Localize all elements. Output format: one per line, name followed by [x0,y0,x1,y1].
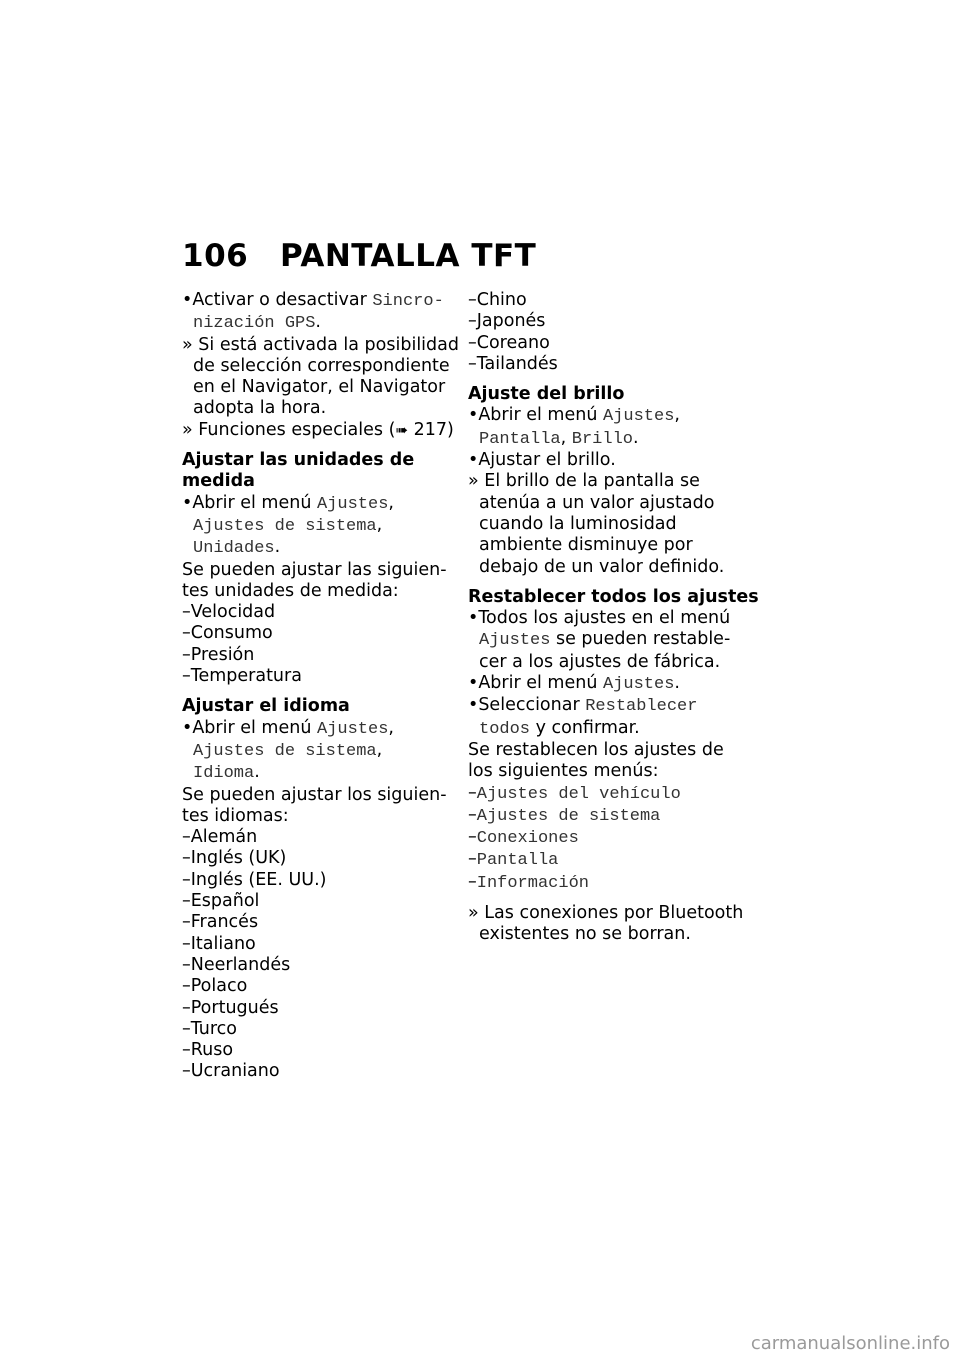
menu-item-todos: todos [479,719,531,739]
bullet-icon: • [468,405,479,426]
units-heading: Ajustar las unidades de [182,450,415,471]
list-item: –Francés [182,912,259,933]
menu-item-pantalla: Pantalla [479,429,561,449]
result-icon: » [182,334,193,355]
menu-item-restablecer: Restablecer [585,697,698,717]
list-item: –Italiano [182,933,256,954]
language-list [182,827,452,1083]
gps-toggle-step: •Activar o desactivar Sincro- [182,290,444,311]
menu-item-ajustes: Ajustes [316,494,389,514]
units-list [182,602,452,687]
reset-intro: Se restablecen los ajustes de [468,739,724,760]
list-item: –Ruso [182,1040,234,1061]
list-item: –Velocidad [182,602,276,623]
reset-menu-list [468,783,743,894]
list-item: –Neerlandés [182,954,291,975]
menu-item-ajustes-de-sistema: Ajustes de sistema [193,741,377,761]
units-intro: Se pueden ajustar las siguien- [182,559,447,580]
special-functions-ref: » Funciones especiales (➠ 217) [182,419,454,440]
list-item: –Ajustes del vehículo [468,782,681,804]
list-item: –Conexiones [468,827,579,849]
list-item: –Información [468,871,589,893]
reset-heading: Restablecer todos los ajustes [468,586,759,607]
list-item: –Polaco [182,976,248,997]
menu-item-sincronizacion: Sincro- [372,292,444,311]
menu-item-unidades: Unidades [193,539,275,559]
right-column: –Chino –Japonés –Coreano –Tailandés Ajuste del brillo •Abrir el menú Ajustes, Pantalla, Brillo. •Ajustar el brillo. » El brillo de la pantalla se atenúa a un valor ajustado cuando la luminosidad ambiente disminuye por debajo de un valor definido. Restablecer todos los ajustes •Todos los ajustes en el menú Ajustes se pueden restable- cer a los ajustes de fábrica. •Abrir el menú Ajustes. •Seleccionar Restablecer todos y confirmar. Se restablecen los ajustes de los siguientes menús: –Ajustes del vehículo –Ajustes de sistema –Conexiones –Pantalla –Información » Las conexiones por Bluetooth existentes no se borran. [468,290,759,945]
bullet-icon: • [182,717,193,738]
reset-info-step: •Todos los ajustes en el menú [468,608,731,629]
list-item: –Consumo [182,623,273,644]
gps-result: » Si está activada la posibilidad [182,334,459,355]
reset-open-menu-step: •Abrir el menú Ajustes. [468,673,680,695]
language-intro: Se pueden ajustar los siguien- [182,784,447,805]
reset-result: » Las conexiones por Bluetooth [468,903,744,924]
list-item: –Ajustes de sistema [468,804,661,826]
list-item: –Turco [182,1018,238,1039]
watermark: carmanualsonline.info [750,1333,950,1354]
page-reference: 217) [413,419,454,440]
bullet-icon: • [468,608,479,629]
menu-item-ajustes: Ajustes [602,675,675,695]
page-header [182,238,536,274]
result-icon: » [468,471,479,492]
menu-item-ajustes-de-sistema: Ajustes de sistema [193,516,377,536]
menu-item-ajustes: Ajustes [602,407,675,427]
brightness-adjust-step: •Ajustar el brillo. [468,450,616,471]
result-icon: » [468,903,479,924]
brightness-open-menu-step: •Abrir el menú Ajustes, [468,405,680,427]
language-open-menu-step: •Abrir el menú Ajustes, [182,717,394,739]
reset-select-step: •Seleccionar Restablecer [468,695,698,717]
list-item: –Español [182,891,260,912]
bullet-icon: • [182,290,193,310]
menu-item-ajustes: Ajustes [479,631,551,651]
language-heading: Ajustar el idioma [182,696,350,717]
menu-item-brillo: Brillo [571,429,633,449]
list-item: –Inglés (EE. UU.) [182,869,327,890]
page-number: 106 [182,238,249,274]
list-item: –Presión [182,644,255,665]
list-item: –Temperatura [182,666,302,687]
units-open-menu-step: •Abrir el menú Ajustes, [182,492,394,514]
language-list-continued [468,290,743,375]
list-item: –Portugués [182,997,279,1018]
bullet-icon: • [468,673,479,694]
list-item: –Alemán [182,827,258,848]
brightness-heading: Ajuste del brillo [468,384,625,405]
list-item: –Inglés (UK) [182,848,287,869]
bullet-icon: • [182,492,193,513]
result-icon: » [182,419,193,440]
list-item: –Tailandés [468,353,558,374]
bullet-icon: • [468,695,479,716]
menu-item-ajustes: Ajustes [316,719,389,739]
list-item: –Ucraniano [182,1061,280,1082]
list-item: –Chino [468,290,527,310]
section-title: PANTALLA TFT [280,238,537,274]
list-item: –Coreano [468,332,550,353]
menu-item-idioma: Idioma [193,764,255,784]
list-item: –Japonés [468,311,546,332]
brightness-result: » El brillo de la pantalla se [468,471,700,492]
left-column: •Activar o desactivar Sincro- nización GPS. » Si está activada la posibilidad de selección correspondiente en el Navigator, el Navigator adopta la hora. » Funciones especiales (➠ 217) Ajustar las unidades de medida •Abrir el menú Ajustes, Ajustes de sistema, Unidades. Se pueden ajustar las siguien- tes unidades de medida: –Velocidad –Consumo –Presión –Temperatura Ajustar el idioma •Abrir el menú Ajustes, Ajustes de sistema, Idioma. Se pueden ajustar los siguien- tes idiomas: –Alemán –Inglés (UK) –Inglés (EE. UU.) –Español –Francés –Italiano –Neerlandés –Polaco –Portugués –Turco –Ruso –Ucraniano [182,290,459,1082]
page-reference-icon: ➠ [395,420,408,439]
bullet-icon: • [468,450,479,471]
list-item: –Pantalla [468,849,559,871]
menu-item-sincronizacion-cont: nización GPS [193,314,316,334]
